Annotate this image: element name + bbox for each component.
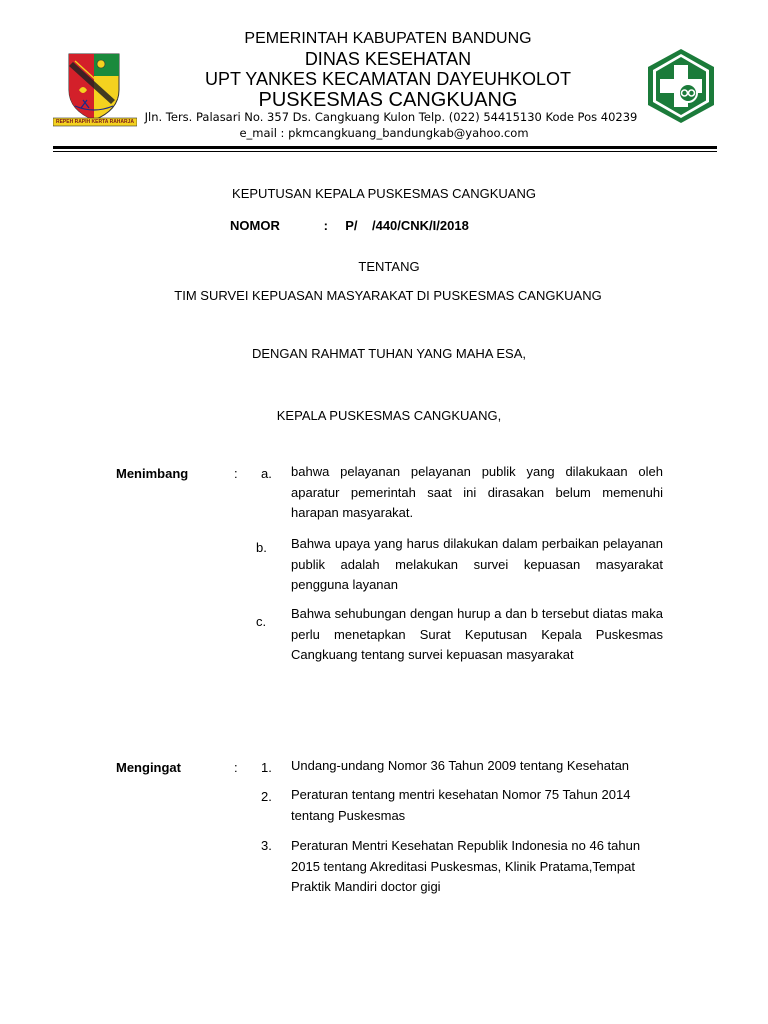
nomor-colon: :: [323, 218, 328, 233]
menimbang-marker: a.: [261, 466, 272, 481]
header-agency: DINAS KESEHATAN: [304, 49, 472, 69]
decree-subject: TIM SURVEI KEPUASAN MASYARAKAT DI PUSKESMAS CANGKUANG: [174, 288, 602, 303]
crest-motto: REPEH RAPIH KERTA RAHARJA: [55, 119, 135, 125]
menimbang-colon: :: [234, 466, 238, 481]
header-address: Jln. Ters. Palasari No. 357 Ds. Cangkuang Kulon Telp. (022) 54415130 Kode Pos 40239: [144, 110, 638, 124]
menimbang-item: Bahwa sehubungan dengan hurup a dan b tersebut diatas maka perlu menetapkan Surat Keputusan Kepala Puskesmas Cangkuang tentang survei kepuasan masyarakat: [291, 606, 663, 663]
mengingat-item: Peraturan tentang mentri kesehatan Nomor 75 Tahun 2014 tentang Puskesmas: [291, 787, 631, 823]
header-puskesmas: PUSKESMAS CANGKUANG: [258, 89, 518, 111]
menimbang-item: bahwa pelayanan pelayanan publik yang dilakukaan oleh aparatur pemerintah saat ini dirasakan belum memenuhi harapan masyarakat.: [291, 464, 663, 521]
mengingat-item: Peraturan Mentri Kesehatan Republik Indonesia no 46 tahun 2015 tentang Akreditasi Puskesmas, Klinik Pratama,Tempat Praktik Mandiri doctor gigi: [291, 838, 641, 895]
mengingat-label: Mengingat: [116, 760, 181, 775]
issuer-line: KEPALA PUSKESMAS CANGKUANG,: [276, 408, 502, 423]
menimbang-label: Menimbang: [116, 466, 189, 481]
header-government: PEMERINTAH KABUPATEN BANDUNG: [244, 30, 532, 47]
mengingat-colon: :: [234, 760, 238, 775]
nomor-label: NOMOR: [230, 218, 280, 233]
mengingat-item: Undang-undang Nomor 36 Tahun 2009 tentang Kesehatan: [291, 758, 630, 773]
decision-title: KEPUTUSAN KEPALA PUSKESMAS CANGKUANG: [232, 186, 536, 201]
header-divider: [53, 146, 717, 149]
header-divider-thin: [53, 151, 717, 152]
nomor-value: P/ /440/CNK/I/2018: [345, 218, 469, 233]
header-email: e_mail : pkmcangkuang_bandungkab@yahoo.com: [239, 126, 529, 140]
menimbang-item: Bahwa upaya yang harus dilakukan dalam perbaikan pelayanan publik adalah melakukan survei kepuasan masyarakat pengguna layanan: [291, 536, 663, 593]
menimbang-marker: c.: [256, 614, 267, 629]
tentang-heading: TENTANG: [358, 259, 420, 274]
blessing-line: DENGAN RAHMAT TUHAN YANG MAHA ESA,: [251, 346, 526, 361]
mengingat-marker: 3.: [261, 838, 272, 853]
decree-number: [230, 218, 469, 233]
menimbang-marker: b.: [256, 540, 267, 555]
mengingat-marker: 2.: [261, 789, 272, 804]
header-unit: UPT YANKES KECAMATAN DAYEUHKOLOT: [204, 69, 572, 89]
mengingat-marker: 1.: [261, 760, 272, 775]
